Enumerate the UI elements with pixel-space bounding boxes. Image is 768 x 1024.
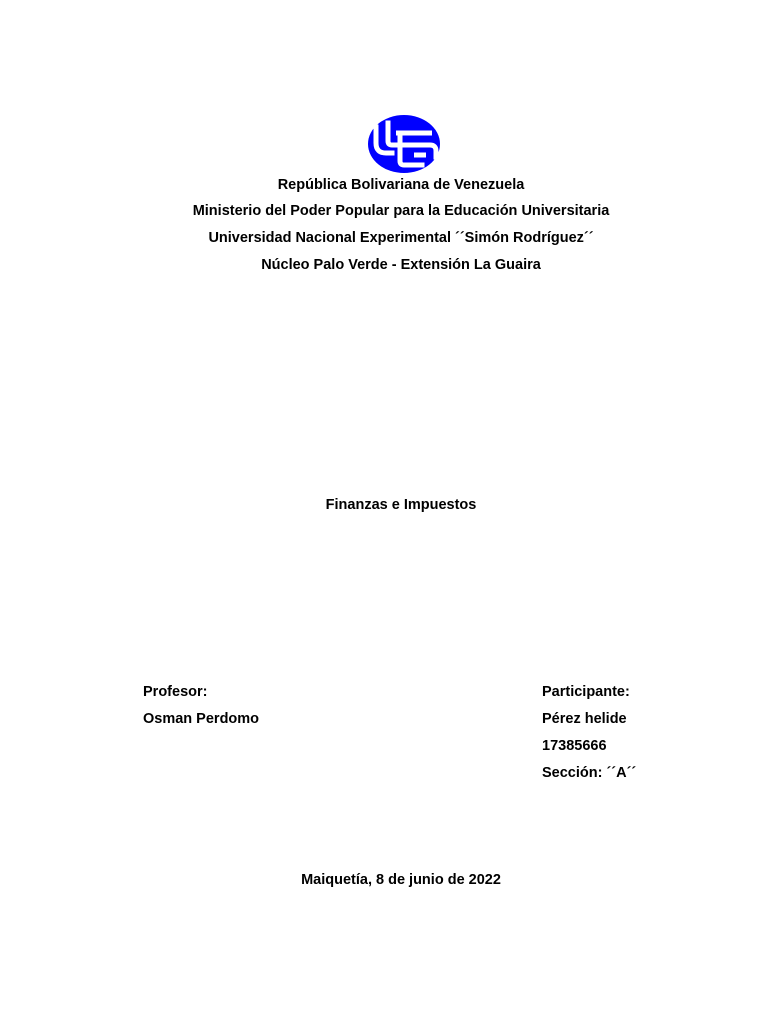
participant-id: 17385666 (542, 738, 607, 754)
professor-label: Profesor: (143, 684, 208, 700)
participant-section: Sección: ´´A´´ (542, 765, 637, 781)
professor-name: Osman Perdomo (143, 711, 260, 727)
university-line: Universidad Nacional Experimental ´´Simón Rodríguez´´ (208, 230, 594, 246)
document-title: Finanzas e Impuestos (325, 497, 477, 513)
university-logo-icon (366, 113, 442, 175)
campus-line: Núcleo Palo Verde - Extensión La Guaira (261, 257, 541, 273)
republic-line: República Bolivariana de Venezuela (277, 177, 525, 193)
participant-label: Participante: (542, 684, 630, 700)
place-date: Maiquetía, 8 de junio de 2022 (301, 872, 501, 888)
participant-name: Pérez helide (542, 711, 627, 727)
ministry-line: Ministerio del Poder Popular para la Educación Universitaria (192, 203, 610, 219)
